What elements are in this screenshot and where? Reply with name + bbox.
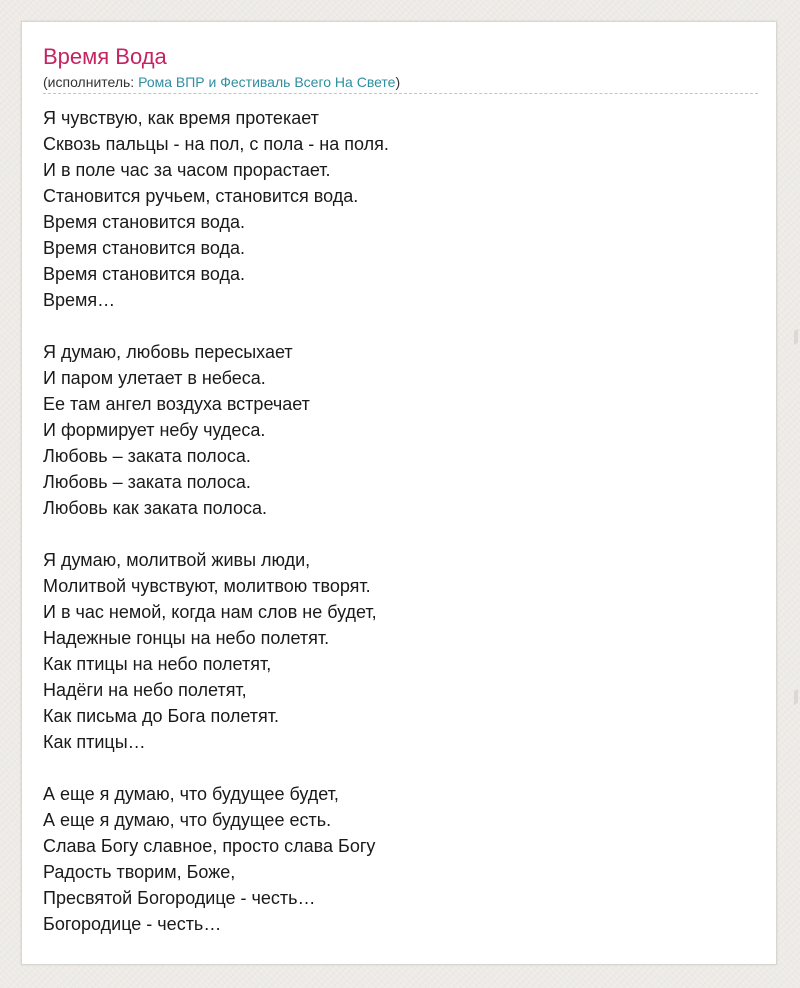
lyric-line: Я думаю, любовь пересыхает: [43, 342, 293, 362]
lyric-line: Любовь – заката полоса.: [43, 472, 251, 492]
lyric-line: Я чувствую, как время протекает: [43, 108, 319, 128]
lyric-line: Время становится вода.: [43, 212, 246, 232]
lyric-line: Богородице - честь…: [43, 914, 222, 934]
lyric-line: И в поле час за часом прорастает.: [43, 160, 331, 180]
title-divider: [43, 93, 758, 94]
lyric-line: Надёги на небо полетят,: [43, 680, 247, 700]
lyrics-stanza: [43, 781, 758, 937]
lyric-line: А еще я думаю, что будущее будет,: [43, 784, 339, 804]
lyric-line: Время становится вода.: [43, 238, 246, 258]
lyrics-stanza: [43, 105, 758, 313]
lyric-line: Как письма до Бога полетят.: [43, 706, 279, 726]
lyric-line: Слава Богу славное, просто слава Богу: [43, 836, 376, 856]
lyric-line: И паром улетает в небеса.: [43, 368, 266, 388]
lyric-line: Надежные гонцы на небо полетят.: [43, 628, 330, 648]
lyric-line: Становится ручьем, становится вода.: [43, 186, 359, 206]
lyric-line: Любовь как заката полоса.: [43, 498, 268, 518]
lyric-line: Время…: [43, 290, 116, 310]
artist-suffix: ): [395, 74, 401, 90]
lyric-line: Молитвой чувствуют, молитвою творят.: [43, 576, 371, 596]
artist-prefix: (исполнитель:: [43, 74, 139, 90]
lyric-line: Радость творим, Боже,: [43, 862, 236, 882]
lyric-line: Сквозь пальцы - на пол, с пола - на поля.: [43, 134, 389, 154]
lyric-line: И в час немой, когда нам слов не будет,: [43, 602, 377, 622]
lyrics-card: [21, 21, 777, 965]
lyric-line: Любовь – заката полоса.: [43, 446, 251, 466]
lyric-line: Я думаю, молитвой живы люди,: [43, 550, 311, 570]
lyrics-stanza: [43, 339, 758, 521]
lyric-line: Время становится вода.: [43, 264, 246, 284]
lyric-line: Как птицы на небо полетят,: [43, 654, 272, 674]
lyric-line: Как птицы…: [43, 732, 146, 752]
page-edge-mark: [794, 689, 798, 705]
lyric-line: А еще я думаю, что будущее есть.: [43, 810, 332, 830]
lyric-line: Пресвятой Богородице - честь…: [43, 888, 316, 908]
artist-link[interactable]: Рома ВПР и Фестиваль Всего На Свете: [138, 74, 396, 90]
lyrics-stanza: [43, 547, 758, 755]
lyric-line: И формирует небу чудеса.: [43, 420, 266, 440]
page-edge-mark: [794, 329, 798, 345]
artist-line: [43, 73, 400, 91]
lyrics-body: [43, 105, 758, 963]
song-title: Время Вода: [43, 44, 167, 69]
lyric-line: Ее там ангел воздуха встречает: [43, 394, 310, 414]
